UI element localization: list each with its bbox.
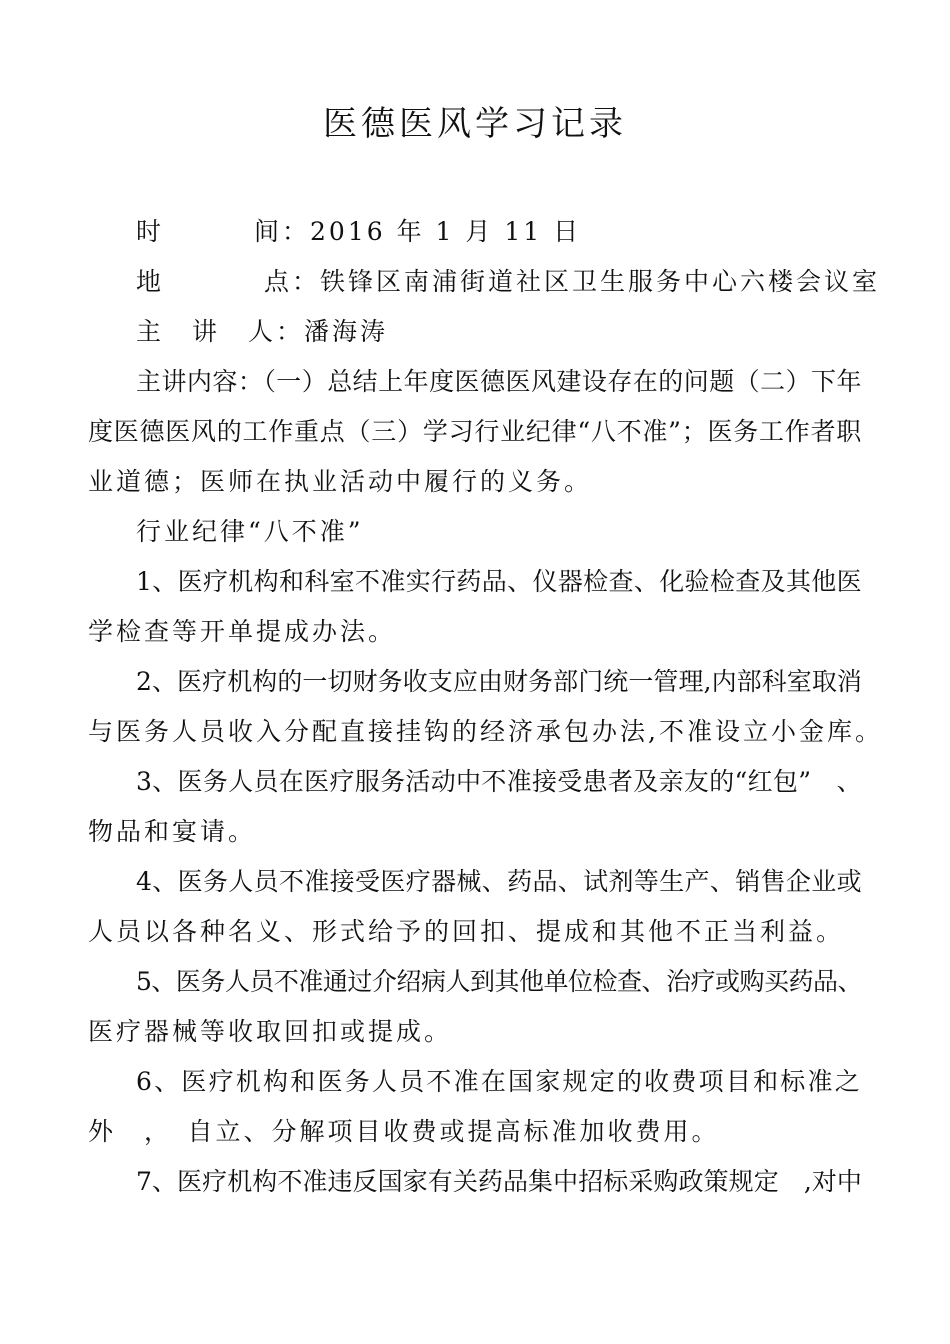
content-text-1: 主讲内容：（一）总结上年度医德医风建设存在的问题（二）下年: [136, 367, 862, 396]
content-line-2: [88, 412, 862, 452]
rule-6-line-2: [88, 1112, 720, 1152]
document-title: 医德医风学习记录: [323, 104, 627, 144]
rule-1-text-2: 学检查等开单提成办法。: [88, 617, 397, 646]
rule-1-line-2: [88, 612, 396, 652]
rule-6-line-1: [136, 1062, 862, 1102]
place-value: 铁锋区南浦街道社区卫生服务中心六楼会议室: [320, 267, 881, 296]
rule-3-text-1: 3、医务人员在医疗服务活动中不准接受患者及亲友的“红包” 、: [136, 767, 862, 796]
time-label-char1: 时: [136, 217, 165, 246]
rule-4-line-2: [88, 912, 844, 952]
rule-1-text-1: 1、医疗机构和科室不准实行药品、仪器检查、化验检查及其他医: [136, 567, 862, 596]
place-row: [136, 262, 880, 302]
rule-7-line-1: [136, 1162, 862, 1202]
speaker-label: 主 讲 人：: [136, 317, 305, 346]
time-label-char2: 间：: [254, 217, 311, 246]
content-line-3: [88, 462, 592, 502]
place-label-char2: 点：: [264, 267, 321, 296]
rules-heading-text: 行业纪律“八不准”: [136, 517, 364, 546]
rule-6-text-1: 6、医疗机构和医务人员不准在国家规定的收费项目和标准之: [136, 1067, 862, 1096]
rule-5-line-1: [136, 962, 862, 1002]
speaker-value: 潘海涛: [304, 317, 389, 346]
rule-5-text-2: 医疗器械等收取回扣或提成。: [88, 1017, 453, 1046]
rule-5-text-1: 5、医务人员不准通过介绍病人到其他单位检查、治疗或购买药品、: [136, 967, 862, 996]
rule-4-text-2: 人员以各种名义、形式给予的回扣、提成和其他不正当利益。: [88, 917, 845, 946]
rule-1-line-1: [136, 562, 862, 602]
time-row: [136, 212, 581, 252]
rule-4-line-1: [136, 862, 862, 902]
content-text-2: 度医德医风的工作重点（三）学习行业纪律“八不准”；医务工作者职: [88, 417, 862, 446]
content-line-1: [136, 362, 862, 402]
rule-7-text-1: 7、医疗机构不准违反国家有关药品集中招标采购政策规定 ,对中: [136, 1167, 862, 1196]
rules-heading: [136, 512, 364, 552]
rule-6-text-2: 外 ， 自立、分解项目收费或提高标准加收费用。: [88, 1117, 720, 1146]
rule-3-line-1: [136, 762, 862, 802]
rule-2-text-2: 与医务人员收入分配直接挂钩的经济承包办法,不准设立小金库。: [88, 717, 883, 746]
rule-2-line-1: [136, 662, 862, 702]
rule-5-line-2: [88, 1012, 452, 1052]
rule-2-line-2: [88, 712, 883, 752]
rule-3-text-2: 物品和宴请。: [88, 817, 257, 846]
speaker-row: [136, 312, 388, 352]
rule-2-text-1: 2、医疗机构的一切财务收支应由财务部门统一管理,内部科室取消: [136, 667, 862, 696]
time-value: 2016 年 1 月 11 日: [310, 217, 582, 246]
place-label-char1: 地: [136, 267, 165, 296]
content-text-3: 业道德；医师在执业活动中履行的义务。: [88, 467, 593, 496]
rule-3-line-2: [88, 812, 256, 852]
rule-4-text-1: 4、医务人员不准接受医疗器械、药品、试剂等生产、销售企业或: [136, 867, 862, 896]
